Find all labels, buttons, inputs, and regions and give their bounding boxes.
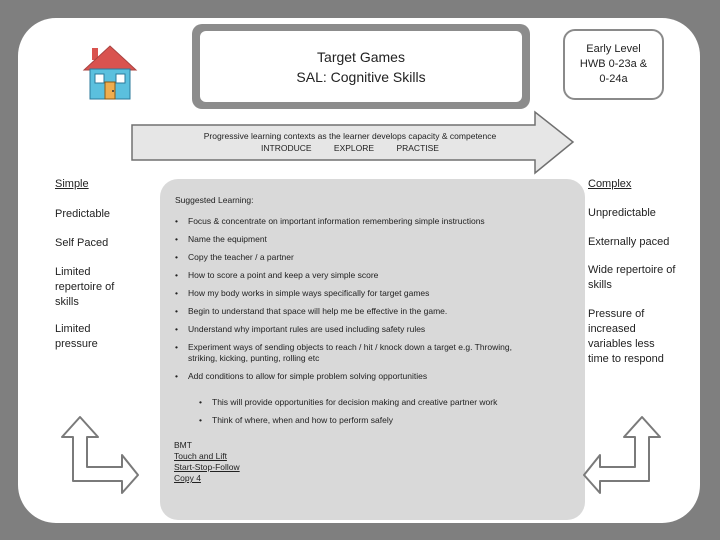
list-item: • Experiment ways of sending objects to reach / hit / knock down a target e.g. Throwing, striking, kicking, punting, rolling etc <box>172 342 518 364</box>
left-item-self-paced: Self Paced <box>55 237 109 249</box>
left-item-limited-repertoire: Limited repertoire of skills <box>55 266 115 308</box>
list-item: • Focus & concentrate on important information remembering simple instructions <box>172 216 572 227</box>
house-icon <box>80 42 140 102</box>
simple-heading: Simple <box>55 178 89 190</box>
list-item: • Understand why important rules are used including safety rules <box>172 324 572 335</box>
stage-practise: PRACTISE <box>396 143 439 153</box>
complex-heading: Complex <box>588 178 632 190</box>
list-item: • Name the equipment <box>172 234 572 245</box>
list-item: • How my body works in simple ways specifically for target games <box>172 288 572 299</box>
sub-list-item: • This will provide opportunities for decision making and creative partner work <box>196 397 556 408</box>
title-line-2: SAL: Cognitive Skills <box>296 68 426 85</box>
title-line-1: Target Games <box>317 48 405 65</box>
right-item-pressure: Pressure of increased variables less time to respond <box>588 308 664 365</box>
game-link-touch-and-lift[interactable]: Touch and Lift <box>174 451 227 461</box>
stage-explore: EXPLORE <box>333 143 375 153</box>
sub-list-item: • Think of where, when and how to perform safely <box>196 415 556 426</box>
game-label-bmt: BMT <box>174 440 192 450</box>
game-links <box>174 440 240 484</box>
list-item: • Begin to understand that space will help me be effective in the game. <box>172 306 572 317</box>
title-box <box>200 31 522 102</box>
suggested-learning-heading: Suggested Learning: <box>175 195 254 205</box>
arrow-up-right-icon <box>582 415 662 495</box>
right-item-externally-paced: Externally paced <box>588 236 670 248</box>
list-item: • Copy the teacher / a partner <box>172 252 572 263</box>
game-link-copy-4[interactable]: Copy 4 <box>174 473 201 483</box>
right-item-unpredictable: Unpredictable <box>588 207 656 219</box>
arrow-up-left-icon <box>60 415 140 495</box>
right-item-wide-repertoire: Wide repertoire of skills <box>588 264 676 291</box>
list-item: • How to score a point and keep a very simple score <box>172 270 572 281</box>
progression-stages <box>150 142 550 154</box>
left-item-predictable: Predictable <box>55 208 111 220</box>
progression-arrow-text <box>150 130 550 154</box>
stage-introduce: INTRODUCE <box>261 143 312 153</box>
curriculum-level-box: Early Level HWB 0-23a & 0-24a <box>563 29 664 100</box>
progression-description: Progressive learning contexts as the learner develops capacity & competence <box>203 131 497 141</box>
learning-sub-bullet-list <box>196 397 556 426</box>
list-item: • Add conditions to allow for simple problem solving opportunities <box>172 371 572 382</box>
left-item-limited-pressure: Limited pressure <box>55 323 98 350</box>
game-link-start-stop-follow[interactable]: Start-Stop-Follow <box>174 462 240 472</box>
learning-bullet-list <box>172 216 572 382</box>
